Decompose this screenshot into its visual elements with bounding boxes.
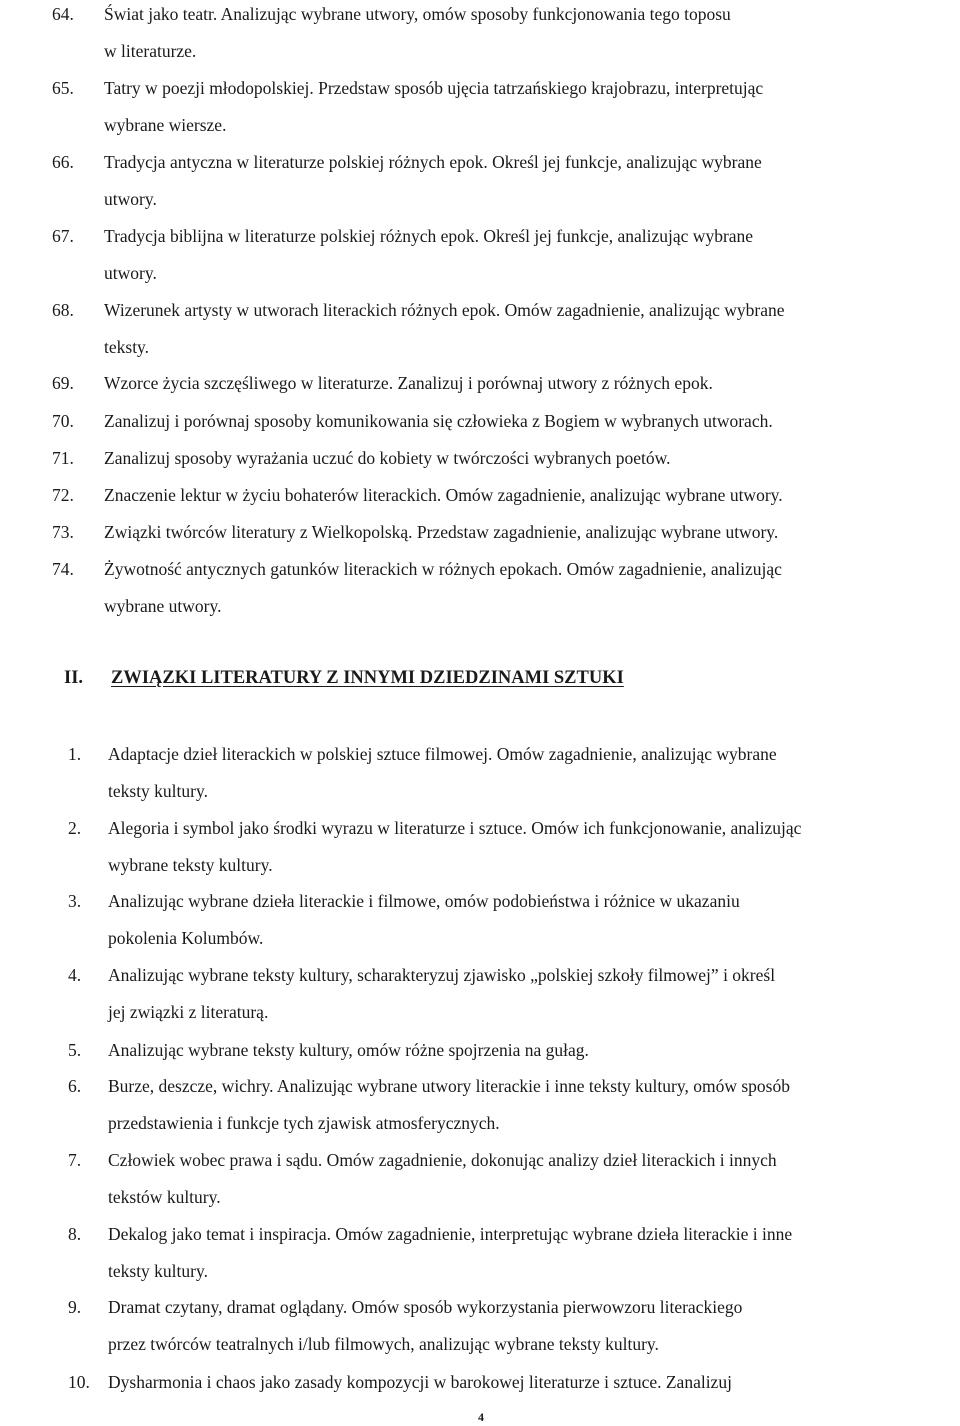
item-text: Tradycja antyczna w literaturze polskiej różnych epok. Określ jej funkcje, analizując wybrane <box>104 152 762 172</box>
section-number: II. <box>64 668 84 688</box>
item-text: Związki twórców literatury z Wielkopolską. Przedstaw zagadnienie, analizując wybrane utwory. <box>104 522 779 542</box>
item-text: teksty. <box>104 337 150 357</box>
item-text: Analizując wybrane teksty kultury, scharakteryzuj zjawisko „polskiej szkoły filmowej” i określ <box>108 965 776 985</box>
item-number: 71. <box>52 448 74 468</box>
item-number: 72. <box>52 485 74 505</box>
item-text: teksty kultury. <box>108 781 208 801</box>
item-text: Wizerunek artysty w utworach literackich różnych epok. Omów zagadnienie, analizując wybrane <box>104 300 785 320</box>
item-text: Świat jako teatr. Analizując wybrane utwory, omów sposoby funkcjonowania tego toposu <box>104 4 731 24</box>
item-text: Zanalizuj sposoby wyrażania uczuć do kobiety w twórczości wybranych poetów. <box>104 448 671 468</box>
item-text: Żywotność antycznych gatunków literackich w różnych epokach. Omów zagadnienie, analizując <box>104 559 782 579</box>
item-text: wybrane utwory. <box>104 596 222 616</box>
item-number: 73. <box>52 522 74 542</box>
item-text: Dramat czytany, dramat oglądany. Omów sposób wykorzystania pierwowzoru literackiego <box>108 1297 743 1317</box>
item-text: w literaturze. <box>104 41 197 61</box>
item-number: 65. <box>52 78 74 98</box>
item-text: przez twórców teatralnych i/lub filmowych, analizując wybrane teksty kultury. <box>108 1334 659 1354</box>
item-number: 4. <box>68 965 82 985</box>
item-number: 2. <box>68 818 82 838</box>
item-number: 5. <box>68 1040 82 1060</box>
item-text: Burze, deszcze, wichry. Analizując wybrane utwory literackie i inne teksty kultury, omów sposób <box>108 1076 790 1096</box>
item-text: teksty kultury. <box>108 1261 208 1281</box>
item-number: 74. <box>52 559 74 579</box>
item-text: Adaptacje dzieł literackich w polskiej sztuce filmowej. Omów zagadnienie, analizując wybrane <box>108 744 777 764</box>
item-text: Wzorce życia szczęśliwego w literaturze. Zanalizuj i porównaj utwory z różnych epok. <box>104 373 713 393</box>
item-text: wybrane teksty kultury. <box>108 855 273 875</box>
item-text: jej związki z literaturą. <box>108 1002 269 1022</box>
item-text: wybrane wiersze. <box>104 115 227 135</box>
item-number: 69. <box>52 373 74 393</box>
item-number: 10. <box>68 1372 90 1392</box>
item-text: Znaczenie lektur w życiu bohaterów literackich. Omów zagadnienie, analizując wybrane utwory. <box>104 485 783 505</box>
item-text: pokolenia Kolumbów. <box>108 928 264 948</box>
section-title: ZWIĄZKI LITERATURY Z INNYMI DZIEDZINAMI SZTUKI <box>111 668 624 688</box>
item-number: 67. <box>52 226 74 246</box>
item-text: utwory. <box>104 189 157 209</box>
item-number: 64. <box>52 4 74 24</box>
item-text: Alegoria i symbol jako środki wyrazu w literaturze i sztuce. Omów ich funkcjonowanie, analizując <box>108 818 802 838</box>
item-text: Człowiek wobec prawa i sądu. Omów zagadnienie, dokonując analizy dzieł literackich i innych <box>108 1150 777 1170</box>
item-text: utwory. <box>104 263 157 283</box>
item-number: 3. <box>68 891 82 911</box>
item-text: przedstawienia i funkcje tych zjawisk atmosferycznych. <box>108 1113 500 1133</box>
item-number: 7. <box>68 1150 82 1170</box>
item-text: Analizując wybrane teksty kultury, omów różne spojrzenia na gułag. <box>108 1040 589 1060</box>
item-number: 1. <box>68 744 82 764</box>
item-text: Tradycja biblijna w literaturze polskiej różnych epok. Określ jej funkcje, analizując wybrane <box>104 226 754 246</box>
item-number: 9. <box>68 1297 82 1317</box>
item-number: 6. <box>68 1076 82 1096</box>
item-text: Zanalizuj i porównaj sposoby komunikowania się człowieka z Bogiem w wybranych utworach. <box>104 411 773 431</box>
item-number: 66. <box>52 152 74 172</box>
item-text: Tatry w poezji młodopolskiej. Przedstaw sposób ujęcia tatrzańskiego krajobrazu, interpretując <box>104 78 764 98</box>
page-number: 4 <box>478 1410 484 1424</box>
item-text: Dysharmonia i chaos jako zasady kompozycji w barokowej literaturze i sztuce. Zanalizuj <box>108 1372 732 1392</box>
item-number: 70. <box>52 411 74 431</box>
item-number: 8. <box>68 1224 82 1244</box>
item-text: tekstów kultury. <box>108 1187 221 1207</box>
item-text: Analizując wybrane dzieła literackie i filmowe, omów podobieństwa i różnice w ukazaniu <box>108 891 740 911</box>
item-text: Dekalog jako temat i inspiracja. Omów zagadnienie, interpretując wybrane dzieła literackie i inne <box>108 1224 793 1244</box>
item-number: 68. <box>52 300 74 320</box>
